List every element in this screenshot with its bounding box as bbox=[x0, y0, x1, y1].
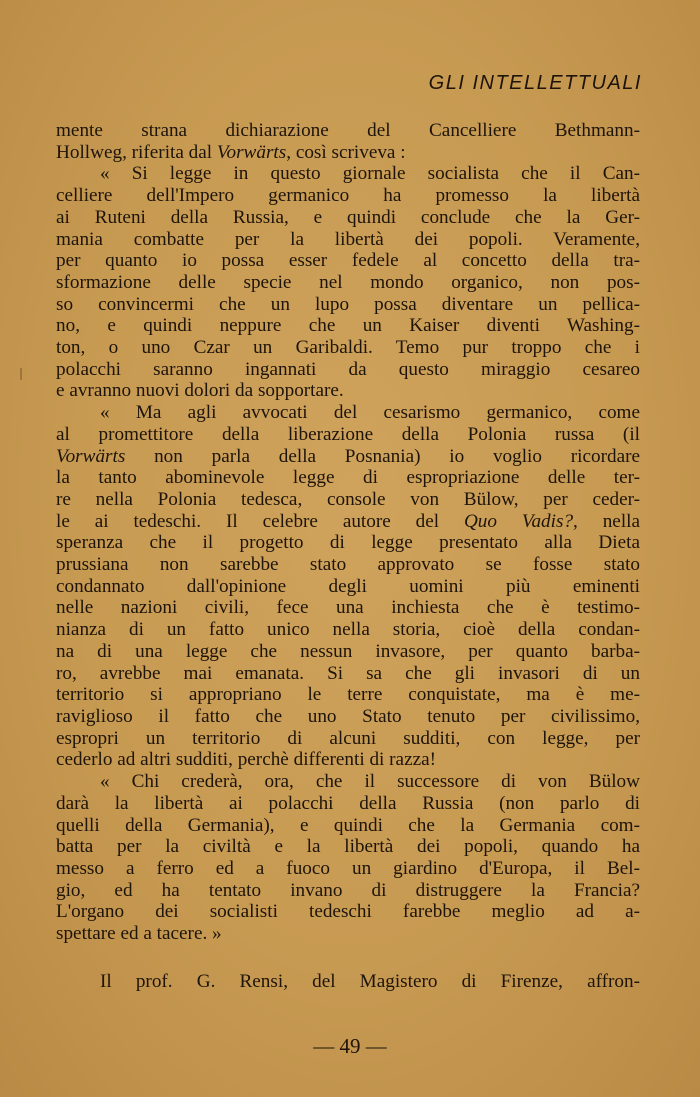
text-line: re nella Polonia tedesca, console von Bülow, per ceder- bbox=[56, 488, 640, 510]
text-line: messo a ferro ed a fuoco un giardino d'Europa, il Bel- bbox=[56, 857, 640, 879]
text-line: territorio si appropriano le terre conquistate, ma è me- bbox=[56, 684, 640, 706]
running-title: GLI INTELLETTUALI bbox=[428, 72, 642, 94]
text-line: Vorwärts non parla della Posnania) io voglio ricordare bbox=[56, 445, 640, 467]
text-line: sformazione delle specie nel mondo organico, non pos- bbox=[56, 271, 640, 293]
text-line: « Si legge in questo giornale socialista che il Can- bbox=[100, 163, 640, 185]
paragraph-2 bbox=[56, 163, 640, 402]
text-line: nianza di un fatto unico nella storia, cioè della condan- bbox=[56, 619, 640, 641]
text-line: celliere dell'Impero germanico ha promesso la libertà bbox=[56, 185, 640, 207]
page-body bbox=[56, 120, 640, 992]
text-line: ton, o uno Czar un Garibaldi. Temo pur troppo che i bbox=[56, 337, 640, 359]
text-line: speranza che il progetto di legge presentato alla Dieta bbox=[56, 532, 640, 554]
paragraph-1 bbox=[56, 120, 640, 163]
text-line: batta per la civiltà e la libertà dei popoli, quando ha bbox=[56, 836, 640, 858]
paragraph-gap bbox=[56, 945, 640, 971]
text-line: raviglioso il fatto che uno Stato tenuto per civilissimo, bbox=[56, 705, 640, 727]
paragraph-4 bbox=[56, 771, 640, 945]
text-line: la tanto abominevole legge di espropriazione delle ter- bbox=[56, 467, 640, 489]
text-line: Il prof. G. Rensi, del Magistero di Firenze, affron- bbox=[100, 970, 640, 992]
text-line: gio, ed ha tentato invano di distruggere la Francia? bbox=[56, 879, 640, 901]
text-line: per quanto io possa esser fedele al concetto della tra- bbox=[56, 250, 640, 272]
text-line: condannato dall'opinione degli uomini più eminenti bbox=[56, 575, 640, 597]
text-line: « Ma agli avvocati del cesarismo germanico, come bbox=[100, 402, 640, 424]
text-line: spettare ed a tacere. » bbox=[56, 923, 222, 945]
text-line: na di una legge che nessun invasore, per quanto barba- bbox=[56, 640, 640, 662]
text-line: al promettitore della liberazione della Polonia russa (il bbox=[56, 423, 640, 445]
text-line: no, e quindi neppure che un Kaiser diventi Washing- bbox=[56, 315, 640, 337]
text-line: cederlo ad altri sudditi, perchè differenti di razza! bbox=[56, 749, 437, 771]
text-line: le ai tedeschi. Il celebre autore del Quo Vadis?, nella bbox=[56, 510, 641, 532]
text-line: so convincermi che un lupo possa diventare un pellica- bbox=[56, 293, 640, 315]
text-line: nelle nazioni civili, fece una inchiesta che è testimo- bbox=[56, 597, 640, 619]
italic-title: Vorwärts bbox=[56, 445, 126, 467]
text-line: e avranno nuovi dolori da sopportare. bbox=[56, 380, 344, 402]
margin-mark bbox=[20, 368, 22, 380]
text-line: darà la libertà ai polacchi della Russia (non parlo di bbox=[56, 792, 640, 814]
text-line: espropri un territorio di alcuni sudditi, con legge, per bbox=[56, 727, 640, 749]
text-line: ai Ruteni della Russia, e quindi conclude che la Ger- bbox=[56, 206, 640, 228]
text-line: mente strana dichiarazione del Cancelliere Bethmann- bbox=[56, 120, 640, 141]
text-line: polacchi saranno ingannati da questo miraggio cesareo bbox=[56, 358, 640, 380]
italic-title: Quo Vadis? bbox=[463, 510, 574, 532]
text-line: « Chi crederà, ora, che il successore di von Bülow bbox=[100, 771, 640, 793]
text-line: Hollweg, riferita dal Vorwärts, così scriveva : bbox=[56, 141, 406, 163]
text-line: ro, avrebbe mai emanata. Si sa che gli invasori di un bbox=[56, 662, 640, 684]
page-number: — 49 — bbox=[313, 1034, 387, 1058]
text-line: L'organo dei socialisti tedeschi farebbe meglio ad a- bbox=[56, 901, 640, 923]
text-line: quelli della Germania), e quindi che la Germania com- bbox=[56, 814, 640, 836]
text-line: prussiana non sarebbe stato approvato se fosse stato bbox=[56, 554, 640, 576]
paragraph-5 bbox=[56, 971, 640, 993]
paragraph-3 bbox=[56, 402, 640, 771]
italic-title: Vorwärts bbox=[216, 141, 287, 163]
text-line: mania combatte per la libertà dei popoli. Veramente, bbox=[56, 228, 640, 250]
